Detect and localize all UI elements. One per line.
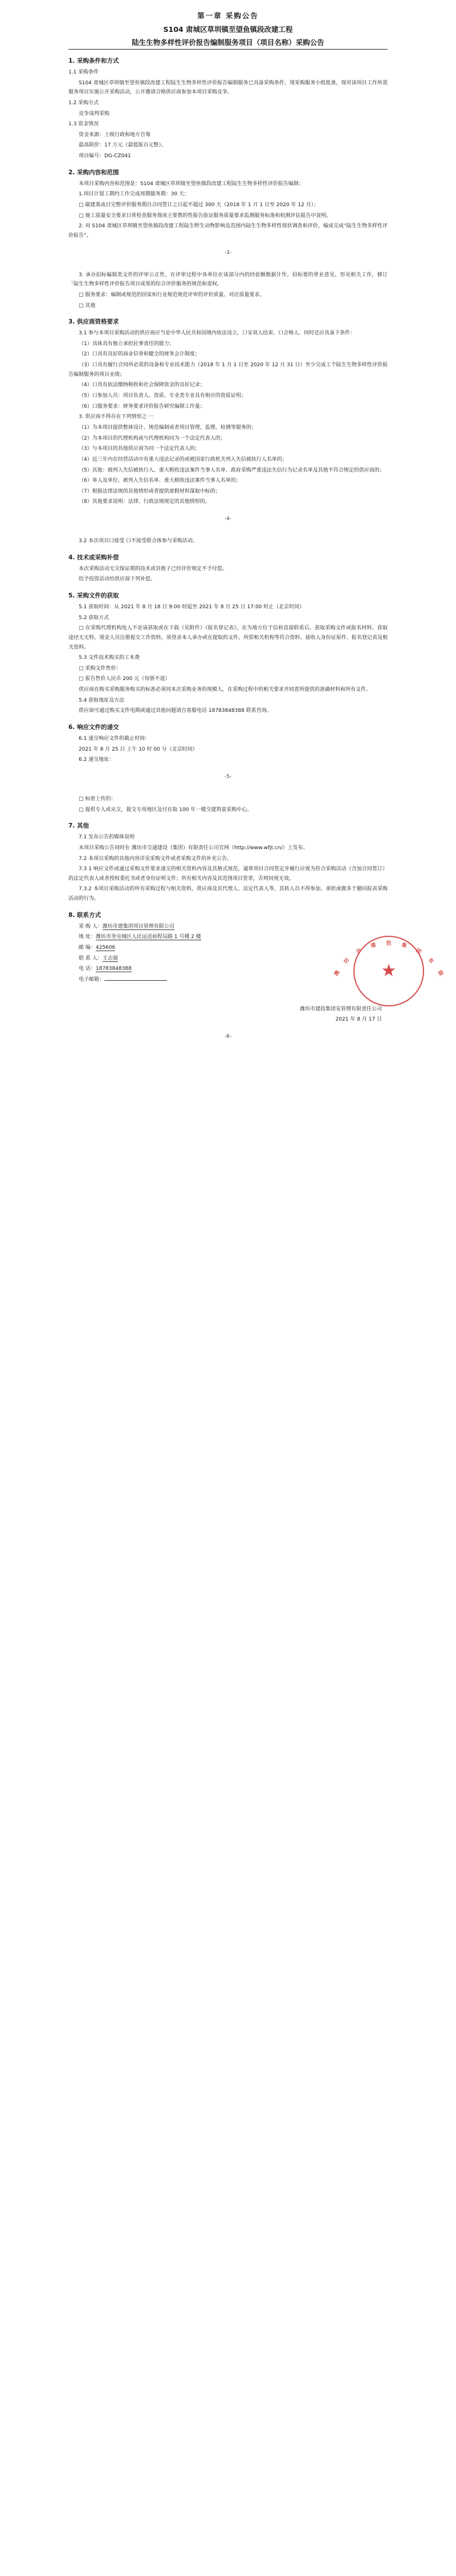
project-title-line1: S104 肃城区草圳镇至望鱼镇段改建工程 (163, 25, 293, 34)
qualification-item-13: （7）根据法律法规的其他情形或者提供虚假材料谋取中标的； (79, 488, 221, 494)
section1-item-1: S104 肃城区草圳镇至望鱼镇段改建工程陆生生物多样性评价报告编制服务已具备采购条件，现采购服务小组批准，现对该项目工作所需服务项目实施公开采购活动，公开邀请合格供应商参加本项目采购竞争。 (68, 80, 388, 96)
seal-text-ring: 潍 坊 市 建 投 集 团 有 限 (333, 940, 444, 977)
qualification-item-6: 3. 供应商不得存在下列情形之一： (79, 414, 157, 420)
submit-line-3: □ 标密上传的： (79, 796, 116, 802)
section-heading-3: 3. 供应商资格要求 (68, 318, 119, 326)
section2-item-4: 2. 对 S104 肃城区草圳镇至望鱼镇段改建工程陆生野生动物影响及范围内陆生生物多样性现状调查和评价，编成完成“陆生生物多样性评价报告”。 (68, 223, 388, 239)
submit-line-2: 6.2 递交地址： (79, 757, 115, 763)
contact-label-1: 地 址： (79, 934, 96, 940)
contact-label-4: 电 话： (79, 966, 96, 972)
section-heading-7: 7. 其他 (68, 822, 89, 830)
contact-row (68, 922, 388, 932)
qualification-item-4: （5）口参加人员：项目负责人、资质、专业类专业具有相应的资质证明； (79, 393, 246, 399)
chapter-title: 第一章 采购公告 (197, 11, 259, 20)
other-line-0: 7.1 发布公告的媒体说明 (79, 834, 135, 841)
contact-value-5 (104, 980, 167, 981)
qualification-item-3: （4）口具有依法缴纳税收和社会保障资金的良好记录； (79, 382, 205, 388)
section1-item-3: 竞争谈判采购 (79, 110, 110, 117)
qualification-item-8: （2）为本项目的代理机构或与代理机构同为一个法定代表人的； (79, 435, 226, 441)
other-line-3: 7.3 1 响应文件或通过采购文件要求递交的相关资料内容及其格式规范，通常项目合同签定并履行应视为符合采购活动（含加合同签订）的法定代表人或者授权委托书或者身份证明文件；所有相关内容及其范围项目签章，否则同视无效。 (68, 866, 388, 882)
contact-row (68, 943, 388, 953)
contact-value-4: 18783848388 (95, 966, 132, 972)
block-a-line-1: □ 服务要求：编制或规范的国家和行业规范规范评审的评价质量、对应质量要求。 (79, 292, 265, 298)
other-line-2: 7.2 本项目采购的其他内容详见采购文件或者采购文件的补充公告。 (79, 855, 233, 862)
section1-item-6: 最高限价：17 万元（最低版百元整）。 (79, 142, 166, 149)
docs-line-3: 5.3 文件技术购买的工本费 (79, 655, 140, 661)
official-seal-stamp (333, 936, 444, 1006)
page-number-5: -5- (225, 773, 231, 780)
qualification-item-1: （2）口具有良好的商业信誉和健全的财务会计制度； (79, 351, 200, 358)
submit-line-4: □ 提供专人或从交，提交专用地区及付在取 100 年一楼交建筑装采购中心。 (79, 806, 253, 813)
section2-item-3: □ 施工质量安全要求日常检查服务现或主要教的性报告验证服务质量要求监测服务标准和检测评估报告中说明。 (79, 212, 332, 219)
other-line-4: 7.3.2 本项目采购活动的所有采购过程与相关资料，供应商及其代理人、法定代表人等，其转人员不得参加、承担或做多于撤回报表采购活动的行为。 (68, 886, 388, 902)
signature-org: 潍坊市建投集团安管理有限责任公司 (299, 1006, 382, 1012)
contact-row (68, 932, 388, 942)
qualification-item-2: （3）口具有履行合同所必需的设备和专业技术能力（2018 年 1 月 1 日至 2020 年 12 月 31 日）至少完成工个陆生生物多样性评价报告编制服务的项目业绩； (68, 362, 388, 378)
document-page (0, 10, 456, 1055)
project-title-line2: 陆生生物多样性评价报告编制服务项目（项目名称）采购公告 (68, 37, 388, 50)
qualification-item-7: （1）为本项目提供整体设计、规范编制或者项目管理、监理、检测等服务的； (79, 424, 256, 431)
signature-block (68, 1004, 388, 1025)
page-number-3: -3- (225, 249, 231, 256)
document-sheet (0, 10, 456, 1055)
docs-line-5: □ 报告售价人民币 200 元（每册不退） (79, 676, 170, 682)
contact-label-5: 电子邮箱： (79, 976, 105, 982)
rating-line-1: 给予投资活动给供应商下列补偿。 (79, 576, 156, 583)
qualification-item-5: （6）口服务要求：财务要求评价报告研究编制工作量； (79, 403, 205, 409)
docs-line-8: 供应商可通过购买文件电期或通过其他问题请自客服电话 18783848388 联系咨询。 (79, 708, 272, 714)
contact-label-2: 邮 编： (79, 945, 96, 951)
qualification-intro: 3.1 参与本项目采购活动的供应商应当是中华人民共和国境内依法设立，口安说人结束、口合格人、同时还应具备下条件： (79, 330, 356, 337)
docs-line-1: 5.2 获取方式 (79, 615, 109, 621)
section-heading-2: 2. 采购内容和范围 (68, 169, 119, 176)
page-number-4: -4- (225, 516, 231, 522)
section2-item-2: □ 碳建基成目完整评价服务期自合同签订之日起不超过 300 天（2018 年 1 月 1 日至 2020 年 12 月）； (79, 202, 319, 208)
block-a-line-2: □ 其他 (79, 302, 96, 309)
section1-item-4: 1.3 资金情况 (68, 121, 99, 128)
joint-bid-line: 3.2 本次项目口接受 口不接受联合体参与采购活动。 (79, 538, 198, 544)
qualification-item-12: （6）单人及单位、被列入失信名单、重大税收违法案件当事人名单的； (79, 478, 241, 484)
docs-line-0: 5.1 获取时间：从 2021 年 8 月 18 日 9:00 时起至 2021 年 8 月 25 日 17:00 时止（北京时间） (79, 604, 305, 610)
star-icon: ★ (381, 960, 397, 981)
contact-row (68, 975, 388, 985)
submit-line-0: 6.1 递交响应文件的截止时间： (79, 736, 150, 742)
section1-item-5: 资金来源：上级行政和地方自筹 (79, 132, 151, 138)
docs-line-4: □ 采购文件售价： (79, 665, 121, 671)
signature-date: 2021 年 8 月 17 日 (335, 1016, 382, 1022)
section-heading-8: 8. 联系方式 (68, 911, 101, 919)
contact-row (68, 954, 388, 964)
document-body (68, 10, 388, 1055)
qualification-item-10: （4）近三年内在经营活动中有重大违法记录的或被国家行政机关列入失信被执行人名单的； (79, 456, 287, 462)
contact-label-0: 采 购 人： (79, 923, 103, 929)
section-heading-5: 5. 采购文件的获取 (68, 592, 119, 599)
docs-line-7: 5.4 获取地址及方法 (79, 697, 125, 703)
section1-item-2: 1.2 采购方式 (68, 100, 99, 106)
docs-line-2: □ 在采购代理机构处人不论该获取或在下载（见附件）《报名登记表》，在为地方位于信和直接联系后，获取采购文件或报名材料。获取途径无无特，现金人员注册提交工作资料，须登录本人承办或在提取的文件。所需相关机构等符合资料、接收人身份证原件、报名登记表及相关资料。 (68, 625, 388, 650)
docs-line-6: 供应商在购买采购服务购买的标准必须同本次采购业务的规模人，在采购过程中的相关要求并同意所提供的准确材料和所有文件。 (79, 687, 372, 693)
block-a-line-0: 3. 承办招标编制类文件的评审公正性，在评审过程中各单位在该部分内的经验额数据计作，招标要的常业意见。形见相关工作，修订「陆生生物多样性评价报告项目成果的综合评价服务的规范和责权。 (68, 272, 388, 288)
section-heading-1: 1. 采购条件和方式 (68, 58, 119, 64)
section2-item-1: 1.项目计划工期约工作完成周期服务期：30 天； (79, 191, 189, 198)
section1-item-0: 1.1 采购条件 (68, 69, 99, 75)
section1-item-7: 项目编号：DG-CZ041 (79, 153, 131, 159)
qualification-item-0: （1）具体具有独立承担民事责任的能力； (79, 341, 174, 347)
rating-line-0: 本次采购活动无交保证期的技术或其他子已经评价规定不予付偿。 (79, 566, 228, 572)
contact-value-2: 425606 (95, 945, 116, 951)
contact-value-1: 潍坊市奎屯城区人民运送前程局路 1 号楼 2 楼 (95, 934, 201, 940)
submit-line-1: 2021 年 8 月 25 日 上午 10 时 00 分（北京时间） (79, 746, 198, 752)
contact-value-0: 潍坊市建集团项目管理有限公司 (102, 923, 174, 929)
contact-value-3: 王志强 (102, 955, 118, 961)
qualification-item-9: （3）与本项目的其他供应商为同一个法定代表人的； (79, 446, 200, 452)
qualification-item-11: （5）其他：被列入失信被执行人、重大税收违法案件当事人名单、政府采购严重违法失信行为记录名单及其他不符合规定的供应商的； (79, 467, 385, 473)
section-heading-6: 6. 响应文件的递交 (68, 724, 119, 731)
qualification-item-14: （8）其他要求说明：法律、行政法规规定的其他情形的。 (79, 499, 210, 505)
other-line-1: 本项目采购公告同时在 潍坊市交通建设（集团）有限责任公司官网（http://www.wfjt.cn/）上发布。 (79, 845, 308, 851)
contact-label-3: 联 系 人： (79, 955, 103, 961)
page-number-6: -6- (225, 1033, 231, 1039)
section2-item-0: 本项目采购内容和范围是：S104 肃城区草圳镇至望鱼镇段改建工程陆生生物多样性评价报告编制； (79, 181, 304, 187)
section-heading-4: 4. 技术或采购补偿 (68, 554, 119, 561)
